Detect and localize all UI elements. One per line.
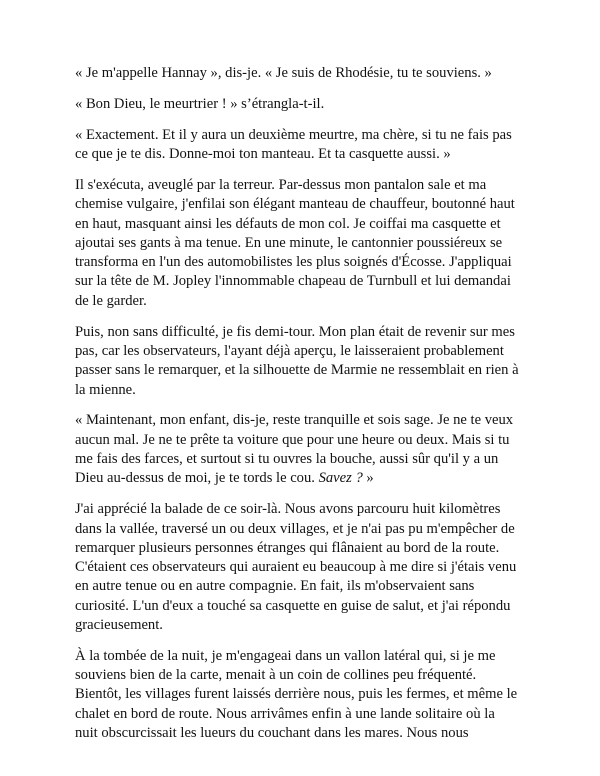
text-line: en haut, masquant ainsi les défauts de mon col. Je coiffai ma casquette et [75,215,501,232]
text-line: J'ai apprécié la balade de ce soir-là. Nous avons parcouru huit kilomètres [75,501,501,518]
paragraph-2 [75,95,545,114]
text-line: curiosité. L'un d'eux a touché sa casquette en guise de salut, et j'ai répondu [75,597,511,614]
text-line: Puis, non sans difficulté, je fis demi-tour. Mon plan était de revenir sur mes [75,323,515,340]
text-line: sur la tête de M. Jopley l'innommable chapeau de Turnbull et lui demandai [75,273,511,290]
text-line: transforma en l'un des automobilistes les plus soignés d'Écosse. J'appliquai [75,254,512,271]
text-line: gracieusement. [75,616,163,633]
text-line: Bientôt, les villages furent laissés derrière nous, puis les fermes, et même le [75,686,518,703]
paragraph-1 [75,64,545,83]
text-line: « Je m'appelle Hannay », dis-je. « Je suis de Rhodésie, tu te souviens. » [75,65,492,81]
text-line: passer sans le remarquer, et la silhouette de Marmie ne ressemblait en rien à [75,362,519,379]
paragraph-7 [75,500,545,635]
text-line: dans la vallée, traversé un ou deux villages, et je n'ai pas pu m'empêcher de [75,520,515,537]
text-line: de le garder. [75,292,147,309]
text-line: en autre tenue ou en autre compagnie. En fait, ils m'observaient sans [75,578,475,595]
text-line: « Bon Dieu, le meurtrier ! » s’étrangla-t-il. [75,95,325,112]
text-line: me fais des farces, et surtout si tu ouvres la bouche, aussi sûr qu'il y a un [75,451,499,468]
paragraph-3 [75,126,545,165]
text-line: chalet en bord de route. Nous arrivâmes enfin à une lande solitaire où la [75,705,495,722]
text-line: la mienne. [75,381,136,398]
text-line: « Maintenant, mon enfant, dis-je, reste tranquille et sois sage. Je ne te veux [75,412,514,429]
text-line: Il s'exécuta, aveuglé par la terreur. Par-dessus mon pantalon sale et ma [75,176,487,193]
closing-quote: » [362,470,374,487]
text-line: ce que je te dis. Donne-moi ton manteau. Et ta casquette aussi. » [75,146,451,163]
text-line: aucun mal. Je ne te prête ta voiture que pour une heure ou deux. Mais si tu [75,431,510,448]
text-line: pas, car les observateurs, l'ayant déjà aperçu, le laisseraient probablement [75,342,504,359]
line-text: Dieu au-dessus de moi, je te tords le cou. [75,470,319,487]
text-line: C'étaient ces observateurs qui auraient eu beaucoup à me dire si j'étais venu [75,559,517,576]
text-line: nuit obscurcissait les lueurs du couchant dans les mares. Nous nous [75,725,469,742]
text-line: souviens bien de la carte, menait à un coin de collines peu fréquenté. [75,667,477,684]
text-line: « Exactement. Et il y aura un deuxième meurtre, ma chère, si tu ne fais pas [75,126,512,143]
text-line: remarquer plusieurs personnes étranges qui flânaient au bord de la route. [75,539,500,556]
paragraph-4 [75,176,545,311]
paragraph-6 [75,411,545,488]
paragraph-8 [75,647,545,743]
text-line: chemise vulgaire, j'enfilai son élégant manteau de chauffeur, boutonné haut [75,196,515,213]
italic-phrase: Savez ? [318,470,363,487]
text-line-with-italic [75,469,545,488]
document-page [75,64,545,755]
text-line: À la tombée de la nuit, je m'engageai dans un vallon latéral qui, si je me [75,647,496,664]
text-line: ajoutai ses gants à ma tenue. En une minute, le cantonnier poussiéreux se [75,234,503,251]
paragraph-5 [75,323,545,400]
